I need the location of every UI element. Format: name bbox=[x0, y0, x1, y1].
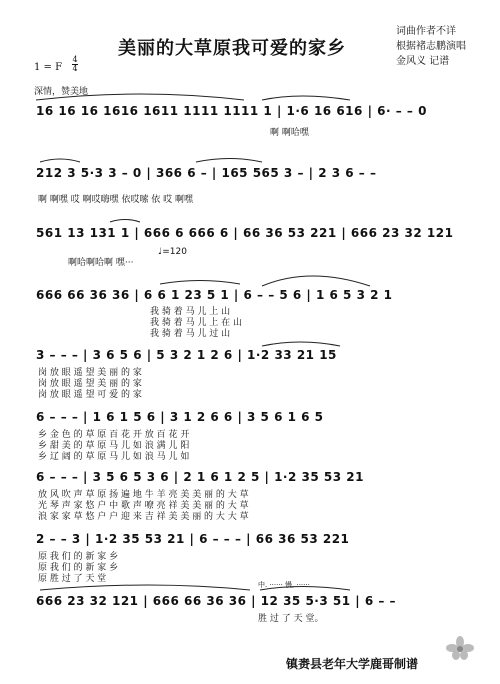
small-note: 中. ······ 慢, ······ bbox=[258, 581, 310, 589]
lyric-line: 岗 放 眼 遥 望 美 丽 的 家 bbox=[38, 368, 142, 378]
lyric-line: 光 琴 声 家 悠 户 中 歌 声 嘹 亮 祥 美 美 丽 的 大 草 bbox=[38, 501, 249, 511]
notes-line: 666 66 36 36 | 6 6 1 23 5 1 | 6 – – 5 6 | 1 6 5 3 2 1 bbox=[36, 288, 393, 302]
notes-line: 16 16 16 1616 1611 1111 1111 1 | 1·6 16 616 | 6· – – 0 bbox=[36, 104, 427, 118]
lyric-line: 原 胜 过 了 天 堂 bbox=[38, 574, 107, 584]
lyric-line: 岗 放 眼 遥 望 美 丽 的 家 bbox=[38, 379, 142, 389]
lyric-line: 原 我 们 的 新 家 乡 bbox=[38, 552, 119, 562]
lyric-line: 浪 家 家 草 悠 户 户 迎 来 吉 祥 美 美 丽 的 大 大 草 bbox=[38, 512, 249, 522]
lyric-line: 我 骑 着 马 儿 过 山 bbox=[150, 329, 231, 339]
flower-icon bbox=[446, 636, 474, 660]
lyric-line: 啊哈啊哈啊 嘿··· bbox=[68, 258, 134, 268]
lyric-line: 放 风 吹 声 草 原 扬 遍 地 牛 羊 亮 美 美 丽 的 大 草 bbox=[38, 490, 249, 500]
lyric-line: 乡 金 色 的 草 原 百 花 开 放 百 花 开 bbox=[38, 430, 190, 440]
credit-line: 金风义 记谱 bbox=[396, 56, 450, 67]
lyric-line: 我 骑 着 马 儿 上 在 山 bbox=[150, 318, 243, 328]
notes-line: 2 – – 3 | 1·2 35 53 21 | 6 – – – | 66 36 53 221 bbox=[36, 532, 350, 546]
lyric-line: 啊 啊哈嘿 bbox=[270, 128, 309, 138]
expression-mark: 深情，赞美地 bbox=[34, 87, 89, 97]
tempo-mark: ♩=120 bbox=[158, 247, 187, 257]
time-bottom: 4 bbox=[72, 64, 78, 73]
page-title: 美丽的大草原我可爱的家乡 bbox=[118, 38, 346, 59]
lyric-line: 我 骑 着 马 儿 上 山 bbox=[150, 307, 231, 317]
notes-line: 6 – – – | 3 5 6 5 3 6 | 2 1 6 1 2 5 | 1·2 35 53 21 bbox=[36, 470, 364, 484]
credit-line: 词曲作者不详 bbox=[396, 26, 456, 37]
lyric-line: 岗 放 眼 遥 望 可 爱 的 家 bbox=[38, 390, 142, 400]
lyric-line: 乡 辽 阔 的 草 原 马 儿 如 浪 马 儿 如 bbox=[38, 452, 190, 462]
footer-text: 镇赉县老年大学鹿哥制谱 bbox=[286, 657, 419, 671]
key-signature: 1 = F bbox=[34, 62, 63, 73]
notes-line: 212 3 5·3 3 – 0 | 366 6 – | 165 565 3 – | 2 3 6 – – bbox=[36, 166, 377, 180]
lyric-line: 原 我 们 的 新 家 乡 bbox=[38, 563, 119, 573]
notes-line: 6 – – – | 1 6 1 5 6 | 3 1 2 6 6 | 3 5 6 1 6 5 bbox=[36, 410, 324, 424]
notes-line: 666 23 32 121 | 666 66 36 36 | 12 35 5·3 51 | 6 – – bbox=[36, 594, 397, 608]
lyric-line: 乡 甜 美 的 草 原 马 儿 如 浪 满 儿 阳 bbox=[38, 441, 190, 451]
notes-line: 3 – – – | 3 6 5 6 | 5 3 2 1 2 6 | 1·2 33 21 15 bbox=[36, 348, 337, 362]
notes-line: 561 13 131 1 | 666 6 666 6 | 66 36 53 221 | 666 23 32 121 bbox=[36, 226, 454, 240]
credit-line: 根据褚志鹏演唱 bbox=[396, 41, 466, 52]
time-top: 4 bbox=[72, 55, 78, 64]
lyric-line: 啊 啊嘿 哎 啊哎嗨嘿 依哎嗦 依 哎 啊嘿 bbox=[38, 195, 194, 205]
lyric-line: 胜 过 了 天 堂。 bbox=[258, 614, 324, 624]
